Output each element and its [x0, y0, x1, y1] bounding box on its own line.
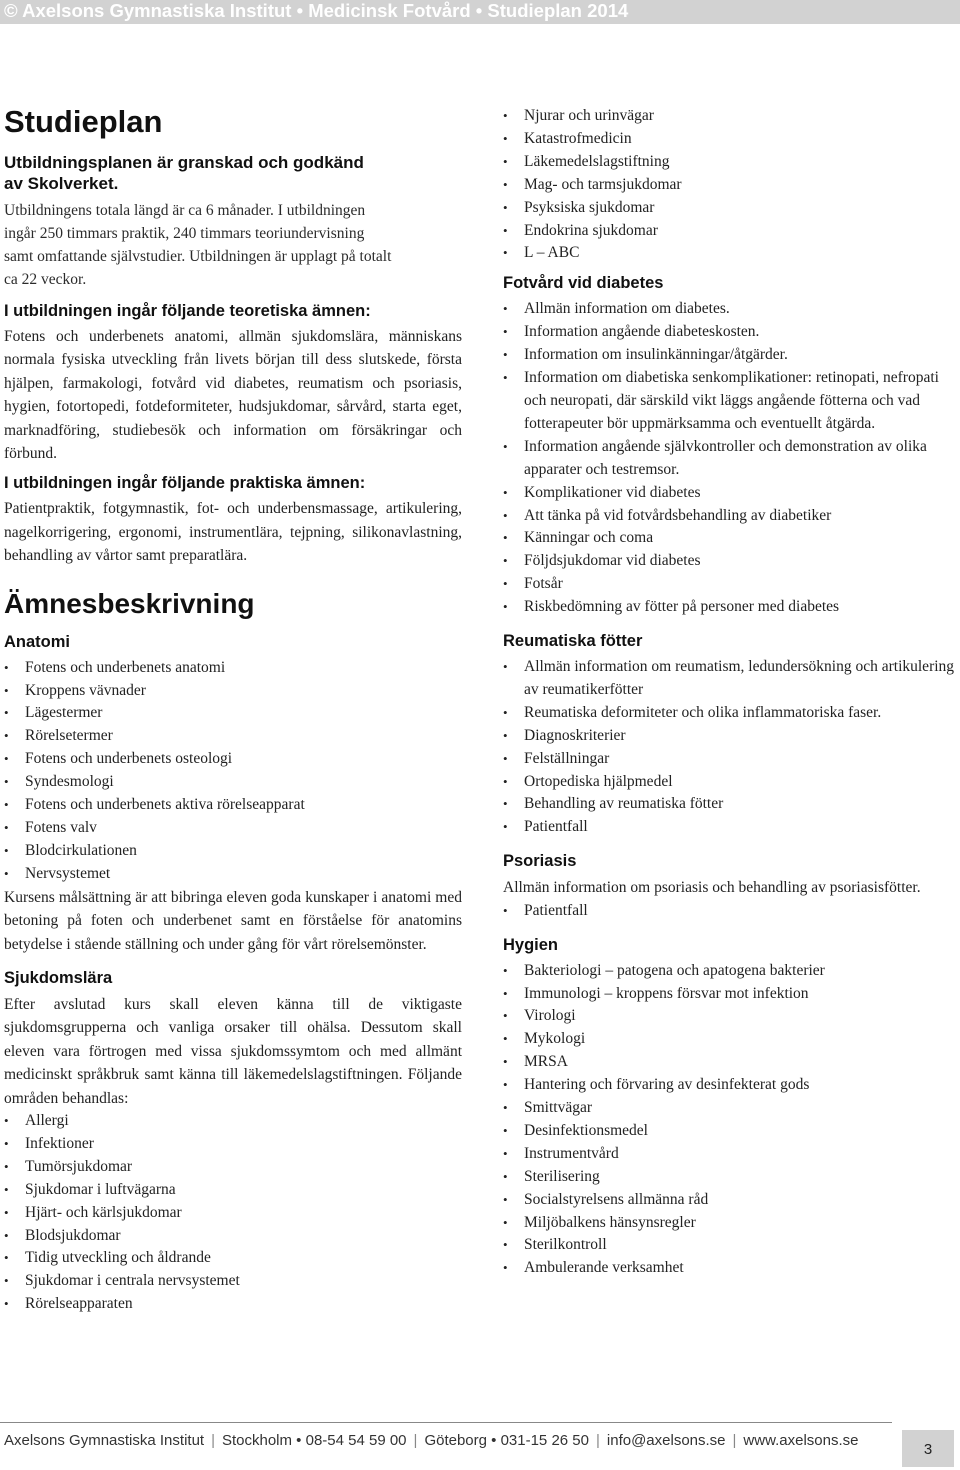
list-item-text: Komplikationer vid diabetes — [524, 483, 701, 501]
practice-heading: I utbildningen ingår följande praktiska ämnen: — [4, 474, 366, 493]
anatomi-heading: Anatomi — [4, 632, 70, 651]
list-item-text: L – ABC — [524, 244, 580, 262]
bullet: • — [503, 1260, 508, 1276]
bullet: • — [503, 301, 508, 317]
list-item-text: Nervsystemet — [25, 864, 111, 882]
list-item-text: Sjukdomar i centrala nervsystemet — [25, 1272, 240, 1290]
sjukdom-list — [4, 1110, 462, 1316]
list-item-text: Läkemedelslagstiftning — [524, 152, 670, 170]
list-item-text: Tumörsjukdomar — [25, 1157, 133, 1175]
bullet: • — [503, 819, 508, 835]
list-item-text: Sterilisering — [524, 1167, 600, 1185]
footer-web-link[interactable]: www.axelsons.se — [743, 1432, 859, 1449]
list-item-text: Känningar och coma — [524, 529, 654, 547]
list-item-text: Ortopediska hjälpmedel — [524, 772, 673, 790]
list-item-text: Reumatiska deformiteter och olika inflammatoriska faser. — [524, 703, 882, 721]
footer-stockholm: Stockholm • 08-54 54 59 00 — [221, 1432, 407, 1449]
list-item — [503, 816, 955, 839]
list-item-text: Sterilkontroll — [524, 1236, 607, 1254]
bullet: • — [4, 1181, 9, 1197]
list-item — [503, 321, 955, 344]
practice-text: Patientpraktik, fotgymnastik, fot- och underbensmassage, artikulering, nagelkorrigering, ergonomi, instrumentlära, tejpning, silikonavlastning, behandling av vårtor samt preparatlära. — [4, 500, 462, 565]
list-item — [4, 680, 462, 703]
list-item — [4, 817, 462, 840]
list-item-text: Lägestermer — [25, 704, 103, 722]
bullet: • — [503, 484, 508, 500]
list-item — [503, 960, 955, 983]
list-item-text: Hantering och förvaring av desinfekterat gods — [524, 1076, 810, 1094]
list-item — [503, 505, 955, 528]
list-item-text: Immunologi – kroppens försvar mot infektion — [524, 984, 809, 1002]
bullet: • — [503, 438, 508, 454]
list-item — [4, 748, 462, 771]
bullet: • — [4, 682, 9, 698]
approval-line-1: Utbildningsplanen är granskad och godkänd — [4, 153, 364, 172]
reuma-list — [503, 656, 955, 839]
bullet: • — [4, 1227, 9, 1243]
list-item-text: Blodsjukdomar — [25, 1226, 121, 1244]
footer-divider — [0, 1422, 892, 1423]
bullet: • — [503, 153, 508, 169]
list-item-text: Mykologi — [524, 1030, 586, 1048]
list-item-text: Smittvägar — [524, 1099, 593, 1117]
list-item-text: Felställningar — [524, 749, 610, 767]
bullet: • — [4, 1296, 9, 1312]
list-item — [503, 1120, 955, 1143]
list-item — [4, 794, 462, 817]
list-item — [503, 1005, 955, 1028]
bullet: • — [503, 1008, 508, 1024]
theory-heading: I utbildningen ingår följande teoretiska ämnen: — [4, 302, 371, 320]
intro-line: ca 22 veckor. — [4, 271, 87, 288]
list-item-text: Allergi — [25, 1111, 69, 1129]
bullet: • — [4, 1204, 9, 1220]
list-item — [503, 1212, 955, 1235]
list-item — [503, 725, 955, 748]
bullet: • — [503, 245, 508, 261]
list-item-text: Sjukdomar i luftvägarna — [25, 1180, 176, 1198]
bullet: • — [503, 1031, 508, 1047]
bullet: • — [503, 796, 508, 812]
anatomi-list — [4, 657, 462, 886]
list-item-text: Virologi — [524, 1007, 576, 1025]
list-item — [4, 1293, 462, 1316]
list-item-text: Patientfall — [524, 818, 588, 836]
list-item-text: MRSA — [524, 1053, 568, 1071]
list-item — [4, 771, 462, 794]
list-item — [503, 367, 955, 436]
page-number: 3 — [902, 1430, 954, 1467]
bullet: • — [503, 1077, 508, 1093]
list-item-text: Fotsår — [524, 575, 563, 593]
sjukdom-text: Efter avslutad kurs skall eleven känna till de viktigaste sjukdomsgrupperna och vanliga orsaker till ohälsa. Dessutom skall eleven vara förtrogen med vissa sjukdomssymtom och med allmänt medicinskt språkbruk samt känna till läkemedelslagstiftningen. Följande områden behandlas: — [4, 995, 462, 1107]
list-item — [503, 1189, 955, 1212]
list-item-text: Psyksiska sjukdomar — [524, 198, 655, 216]
list-item-text: Fotens valv — [25, 819, 97, 836]
anatomi-text: Kursens målsättning är att bibringa eleven goda kunskaper i anatomi med betoning på foten och underbenet samt en förståelse för anatomins betydelse i stående ställning och under gång för vårt rörelsemönster. — [4, 888, 462, 953]
bullet: • — [503, 576, 508, 592]
list-item — [503, 748, 955, 771]
header-sep: • — [475, 0, 483, 21]
list-item — [503, 656, 955, 702]
list-item — [503, 220, 955, 243]
bullet: • — [503, 1191, 508, 1207]
psoriasis-list — [503, 900, 955, 923]
list-item-text: Fotens och underbenets aktiva rörelseapparat — [25, 796, 305, 814]
list-item-text: Fotens och underbenets osteologi — [25, 750, 233, 768]
list-item — [503, 1257, 955, 1280]
list-item — [4, 1270, 462, 1293]
bullet: • — [503, 222, 508, 238]
list-item — [503, 1051, 955, 1074]
reuma-heading: Reumatiska fötter — [503, 632, 643, 651]
list-item-text: Syndesmologi — [25, 773, 114, 791]
list-item-text: Rörelsetermer — [25, 727, 113, 745]
footer-institute: Axelsons Gymnastiska Institut — [4, 1432, 205, 1449]
list-item-text: Kroppens vävnader — [25, 681, 146, 699]
footer-email-link[interactable]: info@axelsons.se — [606, 1432, 726, 1449]
bullet: • — [4, 774, 9, 790]
list-item-text: Information angående självkontroller och demonstration av olika apparater och testremsor. — [524, 437, 927, 478]
bullet: • — [503, 727, 508, 743]
list-item — [503, 242, 955, 265]
list-item — [4, 725, 462, 748]
list-item-text: Fotens och underbenets anatomi — [25, 658, 226, 676]
bullet: • — [503, 1122, 508, 1138]
list-item — [503, 436, 955, 482]
bullet: • — [4, 705, 9, 721]
approval-line-2: av Skolverket. — [4, 174, 119, 193]
header-title — [4, 0, 628, 23]
bullet: • — [503, 1054, 508, 1070]
list-item — [503, 1234, 955, 1257]
sjukdom-list-continued — [503, 105, 955, 265]
bullet: • — [503, 1237, 508, 1253]
hygien-heading: Hygien — [503, 935, 559, 954]
bullet: • — [4, 1158, 9, 1174]
bullet: • — [503, 507, 508, 523]
bullet: • — [4, 842, 9, 858]
bullet: • — [503, 1168, 508, 1184]
list-item — [503, 298, 955, 321]
list-item-text: Socialstyrelsens allmänna råd — [524, 1190, 709, 1208]
bullet: • — [4, 1112, 9, 1128]
footer-sep: | — [732, 1432, 737, 1449]
bullet: • — [503, 530, 508, 546]
bullet: • — [503, 659, 508, 675]
bullet: • — [503, 347, 508, 363]
list-item — [4, 1156, 462, 1179]
list-item-text: Blodcirkulationen — [25, 841, 137, 859]
list-item-text: Följdsjukdomar vid diabetes — [524, 552, 701, 570]
list-item — [503, 482, 955, 505]
theory-text: Fotens och underbenets anatomi, allmän sjukdomslära, människans normala fysiska utveckling från livets början till dess slutskede, första hjälpen, farmakologi, fotvård vid diabetes, reumatism och psoriasis, hygien, fotortopedi, fotdeformiteter, hudsjukdomar, sårvård, starta eget, marknadföring, studiebesök och information om försäkringar och förbund. — [4, 328, 462, 463]
list-item-text: Information angående diabeteskosten. — [524, 323, 760, 341]
bullet: • — [4, 659, 9, 675]
intro-paragraph — [4, 199, 462, 291]
list-item — [4, 1110, 462, 1133]
bullet: • — [503, 553, 508, 569]
bullet: • — [4, 797, 9, 813]
bullet: • — [503, 108, 508, 123]
list-item-text: Bakteriologi – patogena och apatogena bakterier — [524, 961, 825, 979]
list-item — [4, 863, 462, 886]
intro-line: Utbildningens totala längd är ca 6 månader. I utbildningen — [4, 202, 366, 219]
list-item — [4, 1202, 462, 1225]
list-item-text: Riskbedömning av fötter på personer med diabetes — [524, 598, 840, 616]
diabetes-list — [503, 298, 955, 619]
list-item-text: Ambulerande verksamhet — [524, 1259, 684, 1277]
list-item — [503, 771, 955, 794]
list-item-text: Att tänka på vid fotvårdsbehandling av diabetiker — [524, 506, 832, 524]
psoriasis-text: Allmän information om psoriasis och behandling av psoriasisfötter. — [503, 879, 921, 897]
list-item — [503, 1074, 955, 1097]
list-item — [4, 657, 462, 680]
list-item — [503, 573, 955, 596]
list-item — [503, 900, 955, 923]
intro-line: samt omfattande självstudier. Utbildningen är upplagt på totalt — [4, 248, 392, 265]
right-column — [503, 105, 955, 1280]
list-item — [503, 105, 955, 128]
subjects-heading: Ämnesbeskrivning — [4, 587, 255, 619]
list-item-text: Behandling av reumatiska fötter — [524, 795, 724, 813]
list-item — [4, 840, 462, 863]
bullet: • — [503, 902, 508, 918]
list-item-text: Instrumentvård — [524, 1144, 619, 1162]
list-item — [4, 1247, 462, 1270]
bullet: • — [503, 130, 508, 146]
footer-sep: | — [413, 1432, 418, 1449]
bullet: • — [503, 962, 508, 978]
page-title: Studieplan — [4, 104, 163, 139]
list-item-text: Katastrofmedicin — [524, 129, 632, 147]
list-item-text: Patientfall — [524, 901, 588, 919]
list-item-text: Infektioner — [25, 1134, 94, 1152]
bullet: • — [503, 1100, 508, 1116]
bullet: • — [4, 1250, 9, 1266]
list-item-text: Mag- och tarmsjukdomar — [524, 175, 682, 193]
intro-line: ingår 250 timmars praktik, 240 timmars teoriundervisning — [4, 225, 365, 242]
bullet: • — [503, 599, 508, 615]
list-item — [503, 983, 955, 1006]
list-item — [503, 344, 955, 367]
list-item-text: Tidig utveckling och åldrande — [25, 1249, 211, 1267]
list-item-text: Diagnoskriterier — [524, 726, 626, 744]
list-item — [503, 1166, 955, 1189]
header-plan: Studieplan 2014 — [487, 0, 629, 21]
list-item — [4, 702, 462, 725]
header-copyright: © Axelsons Gymnastiska Institut — [4, 0, 292, 21]
list-item-text: Allmän information om diabetes. — [524, 300, 730, 318]
list-item — [4, 1133, 462, 1156]
bullet: • — [4, 1135, 9, 1151]
list-item-text: Njurar och urinvägar — [524, 107, 654, 124]
list-item — [503, 197, 955, 220]
bullet: • — [503, 199, 508, 215]
bullet: • — [4, 728, 9, 744]
bullet: • — [503, 1145, 508, 1161]
list-item — [503, 793, 955, 816]
list-item — [4, 1179, 462, 1202]
bullet: • — [503, 750, 508, 766]
list-item-text: Allmän information om reumatism, ledundersökning och artikulering av reumatikerfötter — [524, 658, 955, 698]
list-item — [503, 128, 955, 151]
list-item-text: Rörelseapparaten — [25, 1295, 133, 1313]
bullet: • — [503, 324, 508, 340]
bullet: • — [503, 1214, 508, 1230]
bullet: • — [4, 820, 9, 835]
sjukdom-heading: Sjukdomslära — [4, 968, 113, 987]
list-item-text: Miljöbalkens hänsynsregler — [524, 1213, 696, 1231]
footer-sep: | — [211, 1432, 215, 1449]
list-item-text: Hjärt- och kärlsjukdomar — [25, 1203, 182, 1221]
footer-sep: | — [595, 1432, 600, 1449]
diabetes-heading: Fotvård vid diabetes — [503, 274, 664, 293]
list-item — [503, 151, 955, 174]
list-item — [503, 1028, 955, 1051]
footer-contact — [4, 1431, 858, 1451]
list-item — [503, 596, 955, 619]
bullet: • — [503, 370, 508, 386]
bullet: • — [4, 865, 9, 881]
list-item-text: Information om insulinkänningar/åtgärder. — [524, 346, 788, 364]
list-item — [503, 702, 955, 725]
list-item — [503, 550, 955, 573]
bullet: • — [503, 985, 508, 1001]
list-item-text: Endokrina sjukdomar — [524, 221, 658, 239]
footer-goteborg: Göteborg • 031-15 26 50 — [424, 1432, 589, 1449]
left-column — [4, 100, 462, 1316]
bullet: • — [4, 751, 9, 767]
list-item — [503, 1097, 955, 1120]
bullet: • — [503, 176, 508, 192]
list-item-text: Information om diabetiska senkomplikationer: retinopati, nefropati och neuropati, där särskild vikt läggs angående fötterna och vad fotterapeuter bör uppmärksamma och eventuellt åtgärda. — [524, 369, 939, 432]
list-item — [4, 1225, 462, 1248]
header-sep: • — [296, 0, 304, 21]
bullet: • — [503, 704, 508, 720]
header-band — [0, 0, 960, 24]
bullet: • — [503, 773, 508, 789]
list-item — [503, 1143, 955, 1166]
psoriasis-heading: Psoriasis — [503, 852, 577, 871]
header-course: Medicinsk Fotvård — [308, 0, 471, 21]
bullet: • — [4, 1273, 9, 1289]
list-item — [503, 527, 955, 550]
hygien-list — [503, 960, 955, 1281]
list-item-text: Desinfektionsmedel — [524, 1121, 648, 1139]
list-item — [503, 174, 955, 197]
